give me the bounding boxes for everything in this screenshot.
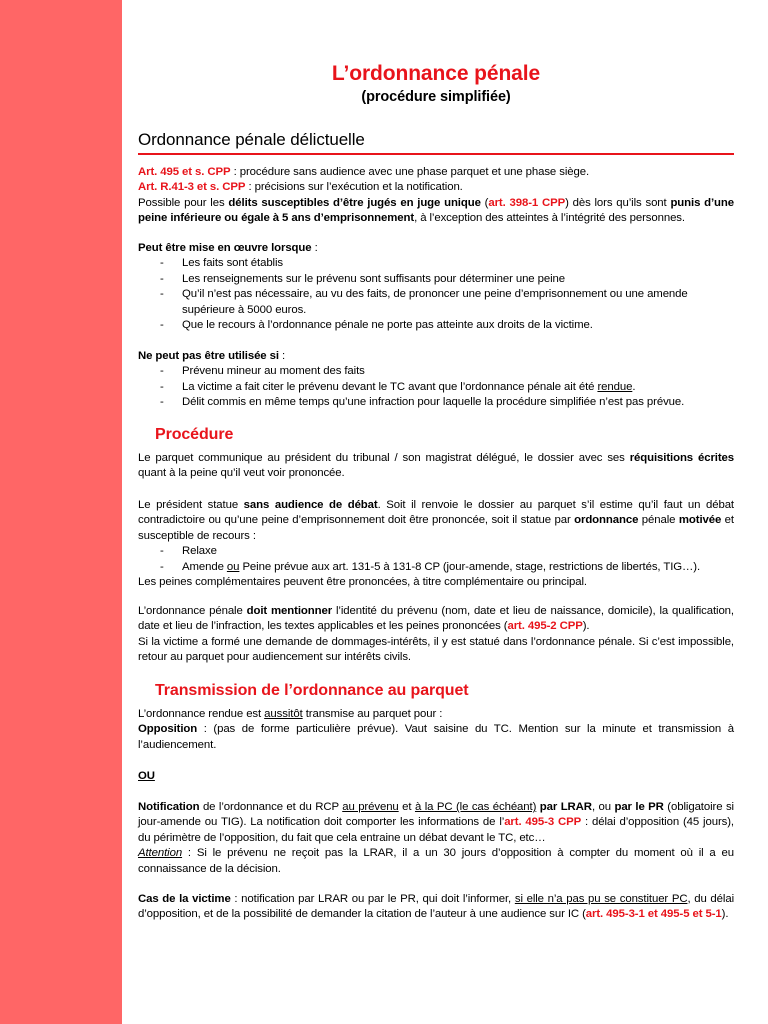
opposition-paragraph: Opposition : (pas de forme particulière prévue). Vaut saisine du TC. Mention sur la minute et transmission à l’audiencement. [138, 723, 734, 751]
peut-block [138, 241, 734, 333]
procedure-p1: Le parquet communique au président du tribunal / son magistrat délégué, le dossier avec ses réquisitions écrites quant à la peine qu’il veut voir prononcée. [138, 452, 734, 480]
transmission-heading: Transmission de l’ordonnance au parquet [155, 682, 469, 699]
transmission-p1: L’ordonnance rendue est aussitôt transmise au parquet pour : Opposition : (pas de forme particulière prévue). Vaut saisine du TC. Mention sur la minute et transmission à l’audiencement. [138, 707, 734, 753]
intro-line-1: Art. 495 et s. CPP : procédure sans audience avec une phase parquet et une phase siège. [138, 166, 590, 178]
article-ref: Art. 495 et s. CPP [138, 166, 231, 178]
list-item: - Délit commis en même temps qu’une infraction pour laquelle la procédure simplifiée n’est pas prévue. [138, 395, 734, 410]
procedure-p2: Le président statue sans audience de débat. Soit il renvoie le dossier au parquet s’il estime qu’il faut un débat contradictoire ou qu’une peine d’emprisonnement doit être prononcée, soit il statue par ordonnance pénale motivée et susceptible de recours : - Relaxe - Amende ou Peine prévue aux art. 131-5 à 131-8 CP (jour-amende, stage, restrictions de libertés, TIG…). Les peines complémentaires peuvent être prononcées, à titre complémentaire ou principal. [138, 498, 734, 590]
peut-list [138, 256, 734, 333]
attention-paragraph: Attention : Si le prévenu ne reçoit pas la LRAR, il a un 30 jours d’opposition à compter du moment où il a eu connaissance de la décision. [138, 847, 734, 875]
victim-paragraph: Cas de la victime : notification par LRAR ou par le PR, qui doit l’informer, si elle n’a pas pu se constituer PC, du délai d’opposition, et de la possibilité de demander la citation de l’auteur à une audience sur IC (art. 495-3-1 et 495-5 et 5-1). [138, 893, 734, 921]
procedure-p3: Les peines complémentaires peuvent être prononcées, à titre complémentaire ou principal. [138, 576, 587, 589]
nepeut-list [138, 364, 734, 410]
list-item: - Les faits sont établis [138, 256, 734, 271]
article-ref: art. 495-3 CPP [504, 816, 582, 829]
article-ref: Art. R.41-3 et s. CPP [138, 181, 246, 194]
nepeut-heading: Ne peut pas être utilisée si : [138, 350, 286, 362]
list-item: - Amende ou Peine prévue aux art. 131-5 à 131-8 CP (jour-amende, stage, restrictions de libertés, TIG…). [138, 560, 734, 575]
intro-line-2: Art. R.41-3 et s. CPP : précisions sur l’exécution et la notification. [138, 181, 463, 194]
intro-line-3: Possible pour les délits susceptibles d’être jugés en juge unique (art. 398-1 CPP) dès lors qu’ils sont punis d’une peine inférieure ou égale à 5 ans d’emprisonnement, à l’exception des atteintes à l’intégrité des personnes. [138, 196, 735, 225]
list-item: - Les renseignements sur le prévenu sont suffisants pour déterminer une peine [138, 272, 734, 287]
left-color-band [0, 0, 122, 1024]
ou-label: OU [138, 770, 155, 782]
list-item: - Prévenu mineur au moment des faits [138, 364, 734, 379]
peut-heading: Peut être mise en œuvre lorsque : [138, 242, 318, 254]
list-item: - La victime a fait citer le prévenu devant le TC avant que l’ordonnance pénale ait été rendue. [138, 380, 734, 395]
section-title: Ordonnance pénale délictuelle [138, 129, 734, 155]
nepeut-block [138, 349, 734, 411]
procedure-list [138, 544, 734, 575]
list-item: - Qu’il n’est pas nécessaire, au vu des faits, de prononcer une peine d’emprisonnement ou une amende supérieure à 5000 euros. [138, 287, 734, 318]
page-title: L’ordonnance pénale [331, 62, 541, 85]
article-ref: art. 398-1 CPP [488, 196, 566, 209]
article-ref: art. 495-2 CPP [507, 620, 583, 633]
list-item: - Relaxe [138, 544, 734, 559]
procedure-heading: Procédure [155, 426, 234, 443]
page-subtitle: (procédure simplifiée) [361, 89, 511, 105]
article-ref: art. 495-3-1 et 495-5 et 5-1 [585, 908, 722, 921]
procedure-p5: Si la victime a formé une demande de dommages-intérêts, il y est statué dans l’ordonnance pénale. Si c’est impossible, retour au parquet pour audiencement sur intérêts civils. [138, 635, 734, 664]
intro-block [138, 165, 734, 227]
procedure-p4: L’ordonnance pénale doit mentionner l’identité du prévenu (nom, date et lieu de naissance, domicile), la qualification, date et lieu de l’infraction, les textes applicables et les peines prononcées (art. 495-2 CPP). Si la victime a formé une demande de dommages-intérêts, il y est statué dans l’ordonnance pénale. Si c’est impossible, retour au parquet pour audiencement sur intérêts civils. [138, 604, 734, 666]
notification-paragraph: Notification de l’ordonnance et du RCP au prévenu et à la PC (le cas échéant) par LRAR, ou par le PR (obligatoire si jour-amende ou TIG). La notification doit comporter les informations de l’art. 495-3 CPP : délai d’opposition (45 jours), du périmètre de l’opposition, du fait que cela entraine un débat devant le TC, etc… Attention : Si le prévenu ne reçoit pas la LRAR, il a un 30 jours d’opposition à compter du moment où il a eu connaissance de la décision. [138, 800, 734, 877]
list-item: - Que le recours à l’ordonnance pénale ne porte pas atteinte aux droits de la victime. [138, 318, 734, 333]
